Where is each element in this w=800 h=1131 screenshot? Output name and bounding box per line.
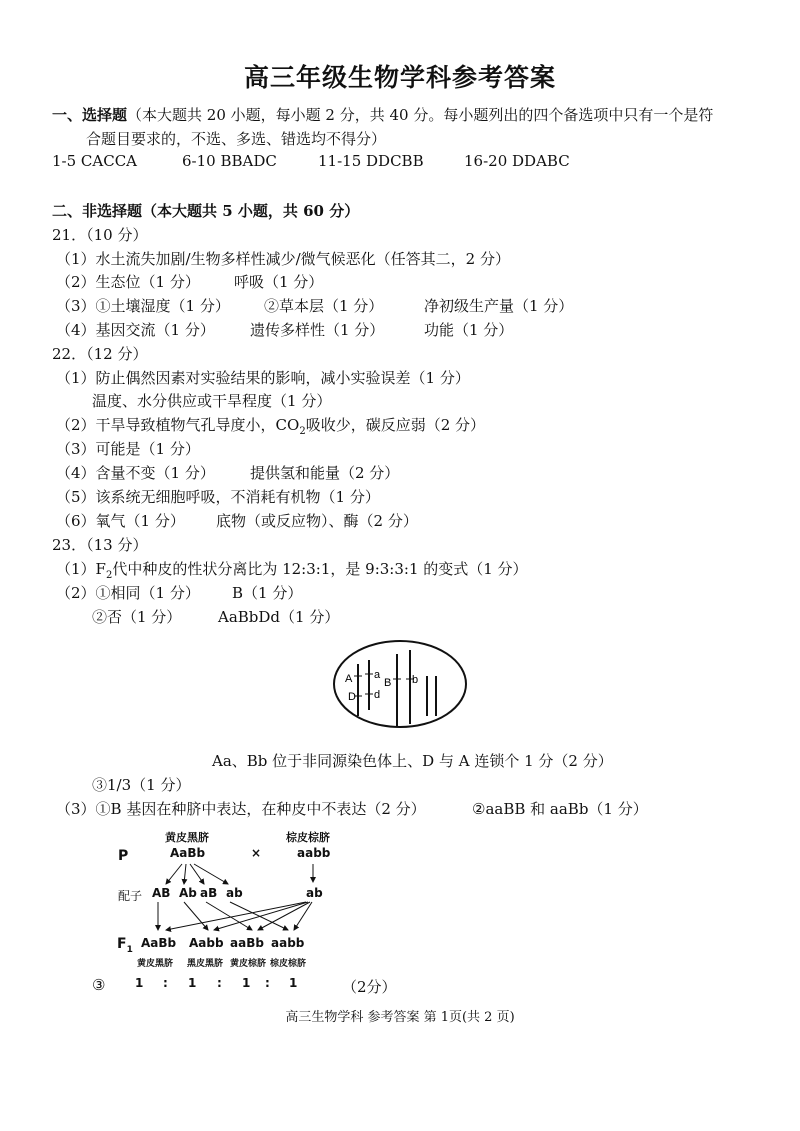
cell-chromosome-diagram [330, 636, 470, 732]
q21-answer-4c: 功能（1 分） [424, 321, 514, 339]
cell-diagram-caption: Aa、Bb 位于非同源染色体上、D 与 A 连锁个 1 分（2 分） [212, 752, 613, 770]
p-generation-label: P [118, 848, 129, 864]
q23-answer-3b: ②aaBB 和 aaBb（1 分） [472, 800, 648, 818]
q21-answer-2b: 呼吸（1 分） [234, 273, 324, 291]
ratio-sep-3: : [265, 976, 270, 990]
f1-genotype-aaBb: aaBb [230, 936, 264, 950]
parent1-genotype: AaBb [170, 846, 206, 860]
q22-answer-2-sub: 2 [299, 426, 306, 437]
arrow-to-Ab [184, 864, 186, 884]
arrow-to-aB [190, 864, 204, 884]
label-B: B [384, 677, 392, 689]
section1-heading: 一、选择题 [52, 106, 128, 124]
ratio-value-3: 1 [242, 976, 251, 990]
f1-phenotype-2: 黑皮黑脐 [187, 959, 224, 969]
q22-answer-1: （1）防止偶然因素对实验结果的影响，减小实验误差（1 分） [56, 369, 470, 387]
f1-label-letter: F [117, 936, 127, 952]
label-a: a [374, 669, 381, 681]
ratio-value-1: 1 [135, 976, 144, 990]
q23-answer-2e: ③1/3（1 分） [92, 776, 191, 794]
q21-answer-4a: （4）基因交流（1 分） [56, 321, 215, 339]
q22-answer-4b: 提供氢和能量（2 分） [250, 464, 400, 482]
ratio-sep-2: : [217, 976, 222, 990]
f1-genotype-Aabb: Aabb [189, 936, 224, 950]
q22-answer-2-pre: （2）干旱导致植物气孔导度小，CO [56, 416, 300, 434]
gamete-AB: AB [152, 886, 171, 900]
q23-answer-1-post: 代中种皮的性状分离比为 12:3:1，是 9:3:3:1 的变式（1 分） [112, 560, 528, 578]
q21-answer-2a: （2）生态位（1 分） [56, 273, 200, 291]
f1-genotype-AaBb: AaBb [141, 936, 177, 950]
q23-header: 23．（13 分） [52, 536, 148, 554]
q22-answer-6b: 底物（或反应物）、酶（2 分） [216, 512, 418, 530]
section1-heading-line [52, 104, 713, 125]
mc-answers-1-5: 1-5 CACCA [52, 152, 138, 170]
f1-phenotype-1: 黄皮黑脐 [137, 959, 174, 969]
gamete-aB: aB [200, 886, 218, 900]
cross-symbol: × [251, 846, 262, 860]
section1-note-line2: 合题目要求的，不选、多选、错选均不得分） [86, 130, 387, 148]
page-footer: 高三生物学科 参考答案 第 1页(共 2 页) [285, 1010, 515, 1025]
q22-answer-1b: 温度、水分供应或干旱程度（1 分） [92, 392, 332, 410]
cross-arrows [110, 858, 340, 938]
label-d: d [374, 689, 381, 701]
q23-answer-2c: ②否（1 分） [92, 608, 182, 626]
gamete-ab-parent1: ab [226, 886, 243, 900]
ratio-marker: ③ [92, 976, 106, 994]
label-A: A [345, 673, 353, 685]
q23-answer-2d: AaBbDd（1 分） [218, 608, 340, 626]
q23-answer-1 [56, 558, 528, 581]
q22-answer-3: （3）可能是（1 分） [56, 440, 200, 458]
q21-answer-1: （1）水土流失加剧/生物多样性减少/微气候恶化（任答其二，2 分） [56, 250, 510, 268]
q21-answer-3b: ②草本层（1 分） [264, 297, 384, 315]
ratio-sep-1: : [163, 976, 168, 990]
gamete-Ab: Ab [179, 886, 197, 900]
f1-generation-label [117, 936, 133, 955]
page-title: 高三年级生物学科参考答案 [243, 63, 556, 92]
section1-note-line1: （本大题共 20 小题，每小题 2 分，共 40 分。每小题列出的四个备选项中只有一个是符 [127, 106, 714, 124]
q22-header: 22．（12 分） [52, 345, 148, 363]
q23-answer-1-pre: （1）F [56, 560, 106, 578]
label-D: D [348, 691, 356, 703]
mc-answers-11-15: 11-15 DDCBB [318, 152, 424, 170]
q23-answer-3a: （3）①B 基因在种脐中表达，在种皮中不表达（2 分） [56, 800, 426, 818]
gamete-ab-parent2: ab [306, 886, 323, 900]
q23-answer-1-sub: 2 [105, 570, 113, 581]
q22-answer-6a: （6）氧气（1 分） [56, 512, 185, 530]
f1-phenotype-3: 黄皮棕脐 [230, 959, 267, 969]
f1-label-sub: 1 [126, 944, 133, 955]
arrow-to-AB [166, 864, 182, 884]
q21-answer-3a: （3）①土壤湿度（1 分） [56, 297, 230, 315]
section2-heading-line [52, 200, 359, 221]
q22-answer-4a: （4）含量不变（1 分） [56, 464, 215, 482]
f1-genotype-aabb: aabb [271, 936, 305, 950]
section2-heading: 二、非选择题 [52, 202, 143, 220]
q23-answer-2b: B（1 分） [232, 584, 303, 602]
cell-outline [334, 641, 466, 727]
parent2-genotype: aabb [297, 846, 331, 860]
q21-answer-4b: 遗传多样性（1 分） [250, 321, 385, 339]
ratio-value-2: 1 [188, 976, 197, 990]
ratio-score: （2分） [342, 978, 397, 996]
section2-note: （本大题共 5 小题，共 60 分） [142, 202, 360, 220]
ratio-value-4: 1 [289, 976, 298, 990]
arrow-to-ab [194, 864, 228, 884]
mc-answers-16-20: 16-20 DDABC [464, 152, 570, 170]
parent2-phenotype: 棕皮棕脐 [286, 831, 330, 844]
q22-answer-2 [56, 414, 485, 437]
q22-answer-2-post: 吸收少，碳反应弱（2 分） [305, 416, 486, 434]
q21-header: 21．（10 分） [52, 226, 148, 244]
arrow-ab-to-aabb [230, 902, 288, 930]
parent1-phenotype: 黄皮黑脐 [165, 831, 209, 844]
q21-answer-3c: 净初级生产量（1 分） [424, 297, 574, 315]
gamete-label: 配子 [118, 889, 143, 903]
q23-answer-2a: （2）①相同（1 分） [56, 584, 200, 602]
label-b: b [412, 674, 419, 686]
mc-answers-6-10: 6-10 BBADC [182, 152, 277, 170]
f1-phenotype-4: 棕皮棕脐 [270, 959, 307, 969]
q22-answer-5: （5）该系统无细胞呼吸，不消耗有机物（1 分） [56, 488, 380, 506]
